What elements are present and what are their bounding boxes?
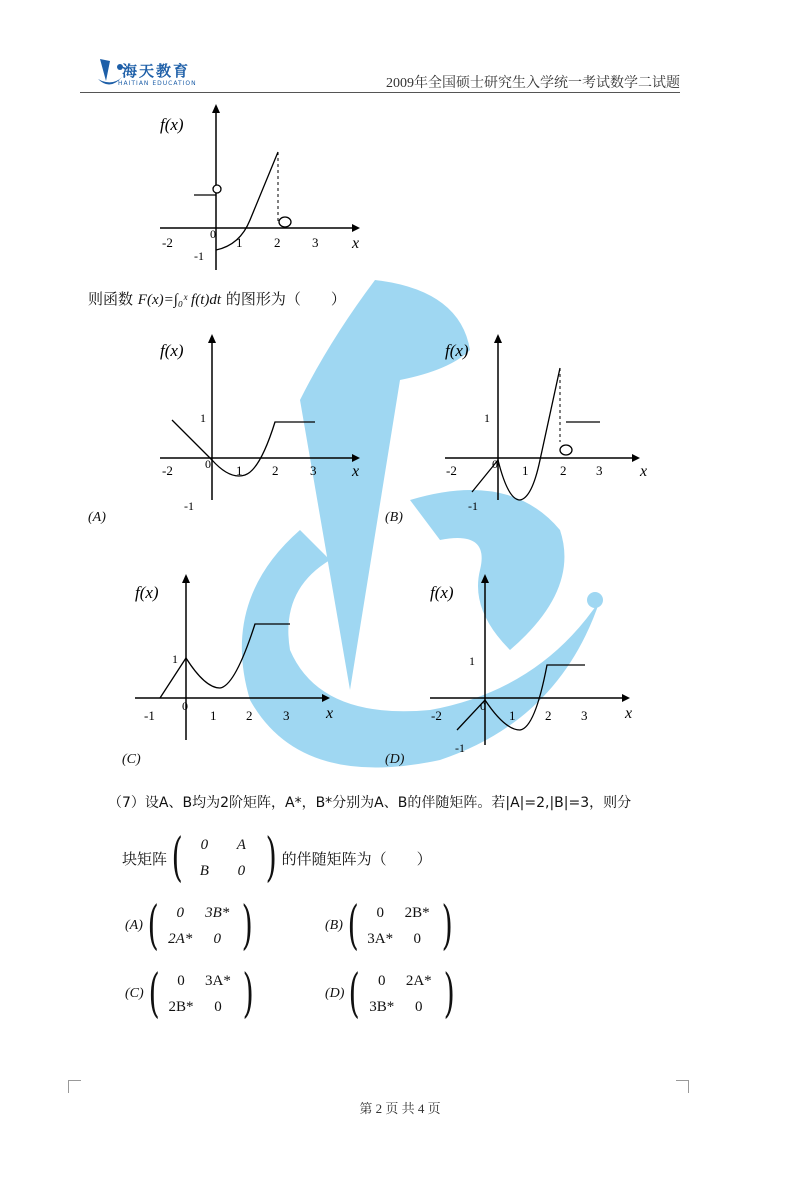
matrix-cell: 3B* bbox=[205, 904, 230, 921]
tick-2: 2 bbox=[274, 235, 281, 250]
tick-3: 3 bbox=[310, 463, 317, 478]
matrix-cell: 2B* bbox=[168, 998, 194, 1015]
x-axis-label: x bbox=[640, 463, 648, 480]
matrix-cell: 3A* bbox=[367, 930, 394, 947]
prompt-suffix: 的图形为（ ） bbox=[225, 290, 346, 308]
label-minus-one: -1 bbox=[184, 499, 194, 513]
matrix-cell: 0 bbox=[177, 972, 185, 989]
corner-mark bbox=[676, 1080, 689, 1093]
matrix-cell: 2A* bbox=[405, 972, 432, 989]
label-one: 1 bbox=[469, 654, 475, 668]
label-one: 1 bbox=[172, 652, 178, 666]
tick-2: 2 bbox=[560, 463, 567, 478]
tick-0: 0 bbox=[205, 457, 211, 471]
q7-option-b[interactable]: (B) ( 0 2B* 3A* 0 ) bbox=[325, 896, 453, 956]
page-number: 第 2 页 共 4 页 bbox=[359, 1101, 441, 1116]
tick-2: 2 bbox=[272, 463, 279, 478]
option-c-label[interactable]: (C) bbox=[122, 752, 141, 767]
matrix-cell: 0 bbox=[176, 904, 184, 921]
page-header-title: 2009年全国硕士研究生入学统一考试数学二试题 bbox=[386, 76, 680, 91]
tick-0: 0 bbox=[182, 699, 188, 713]
matrix-cell: 3A* bbox=[205, 972, 231, 989]
question7-text: （7）设A、B均为2阶矩阵，A*，B*分别为A、B的伴随矩阵。若|A|=2,|B|=3，则分 bbox=[108, 795, 632, 811]
matrix-cell: 0 bbox=[214, 998, 222, 1015]
tick-0: 0 bbox=[492, 457, 498, 471]
tick-neg2: -2 bbox=[446, 463, 457, 478]
tick-neg2: -2 bbox=[431, 708, 442, 723]
x-axis-label: x bbox=[352, 235, 360, 252]
q7-option-a[interactable]: (A) ( 0 3B* 2A* 0 ) bbox=[125, 896, 253, 956]
corner-mark bbox=[68, 1080, 81, 1093]
matrix-cell: 0 bbox=[377, 972, 386, 989]
matrix-cell: 2B* bbox=[404, 904, 430, 921]
option-a-label[interactable]: (A) bbox=[88, 510, 106, 525]
label-minus-one: -1 bbox=[468, 499, 478, 513]
block-matrix-suffix: 的伴随矩阵为（ ） bbox=[281, 849, 432, 868]
tick-3: 3 bbox=[596, 463, 603, 478]
matrix-cell: 3B* bbox=[369, 998, 395, 1015]
tick-0: 0 bbox=[210, 227, 216, 241]
prompt-prefix: 则函数 bbox=[88, 290, 134, 308]
logo-text: 海天教育 bbox=[122, 62, 191, 80]
matrix-cell: 0 bbox=[200, 836, 209, 853]
matrix-cell: B bbox=[199, 862, 209, 879]
label-one: 1 bbox=[200, 411, 206, 425]
block-matrix-prefix: 块矩阵 bbox=[122, 849, 168, 868]
y-axis-label: f(x) bbox=[160, 115, 184, 134]
matrix-cell: A bbox=[236, 836, 246, 853]
question6-prompt bbox=[88, 288, 346, 309]
option-d-label[interactable]: (D) bbox=[385, 752, 405, 767]
matrix-cell: 0 bbox=[414, 998, 423, 1015]
logo-subtext: HAITIAN EDUCATION bbox=[118, 80, 197, 87]
tick-1: 1 bbox=[522, 463, 529, 478]
y-axis-label: f(x) bbox=[445, 341, 469, 360]
tick-1: 1 bbox=[236, 463, 243, 478]
option-d-graph bbox=[425, 570, 655, 760]
option-b-graph bbox=[440, 330, 670, 520]
prompt-formula: F(x)=∫₀ˣ f(t)dt bbox=[137, 292, 222, 308]
tick-neg2: -2 bbox=[162, 463, 173, 478]
label-minus-one: -1 bbox=[455, 741, 465, 755]
matrix-cell: 0 bbox=[413, 930, 421, 947]
matrix-cell: 0 bbox=[376, 904, 384, 921]
matrix-cell: 2A* bbox=[168, 930, 193, 947]
option-b-label[interactable]: (B) bbox=[385, 510, 403, 525]
tick-0: 0 bbox=[480, 699, 486, 713]
q7-option-a-label: (A) bbox=[125, 918, 143, 933]
matrix-cell: 0 bbox=[237, 862, 246, 879]
question7-line2 bbox=[122, 828, 432, 888]
x-axis-label: x bbox=[352, 463, 360, 480]
tick-2: 2 bbox=[246, 708, 253, 723]
header-divider bbox=[80, 92, 680, 93]
tick-3: 3 bbox=[283, 708, 290, 723]
tick-1: 1 bbox=[210, 708, 217, 723]
q7-option-c-label: (C) bbox=[125, 986, 144, 1001]
tick-3: 3 bbox=[312, 235, 319, 250]
y-axis-label: f(x) bbox=[160, 341, 184, 360]
q7-option-c[interactable]: (C) ( 0 3A* 2B* 0 ) bbox=[125, 964, 254, 1024]
x-axis-label: x bbox=[625, 705, 633, 722]
tick-neg1: -1 bbox=[194, 249, 204, 263]
tick-neg1: -1 bbox=[144, 708, 155, 723]
label-one: 1 bbox=[484, 411, 490, 425]
q7-option-d-label: (D) bbox=[325, 986, 345, 1001]
tick-1: 1 bbox=[236, 235, 243, 250]
tick-neg2: -2 bbox=[162, 235, 173, 250]
y-axis-label: f(x) bbox=[135, 583, 159, 602]
option-a-graph bbox=[150, 330, 380, 520]
matrix-cell: 0 bbox=[213, 930, 221, 947]
q7-option-b-label: (B) bbox=[325, 918, 343, 933]
x-axis-label: x bbox=[326, 705, 334, 722]
q7-option-d[interactable]: (D) ( 0 2A* 3B* 0 ) bbox=[325, 964, 455, 1024]
tick-1: 1 bbox=[509, 708, 516, 723]
tick-2: 2 bbox=[545, 708, 552, 723]
tick-3: 3 bbox=[581, 708, 588, 723]
y-axis-label: f(x) bbox=[430, 583, 454, 602]
option-c-graph bbox=[130, 570, 360, 750]
fx-graph bbox=[150, 100, 380, 280]
block-matrix: ( 0 A B 0 ) bbox=[171, 828, 278, 888]
